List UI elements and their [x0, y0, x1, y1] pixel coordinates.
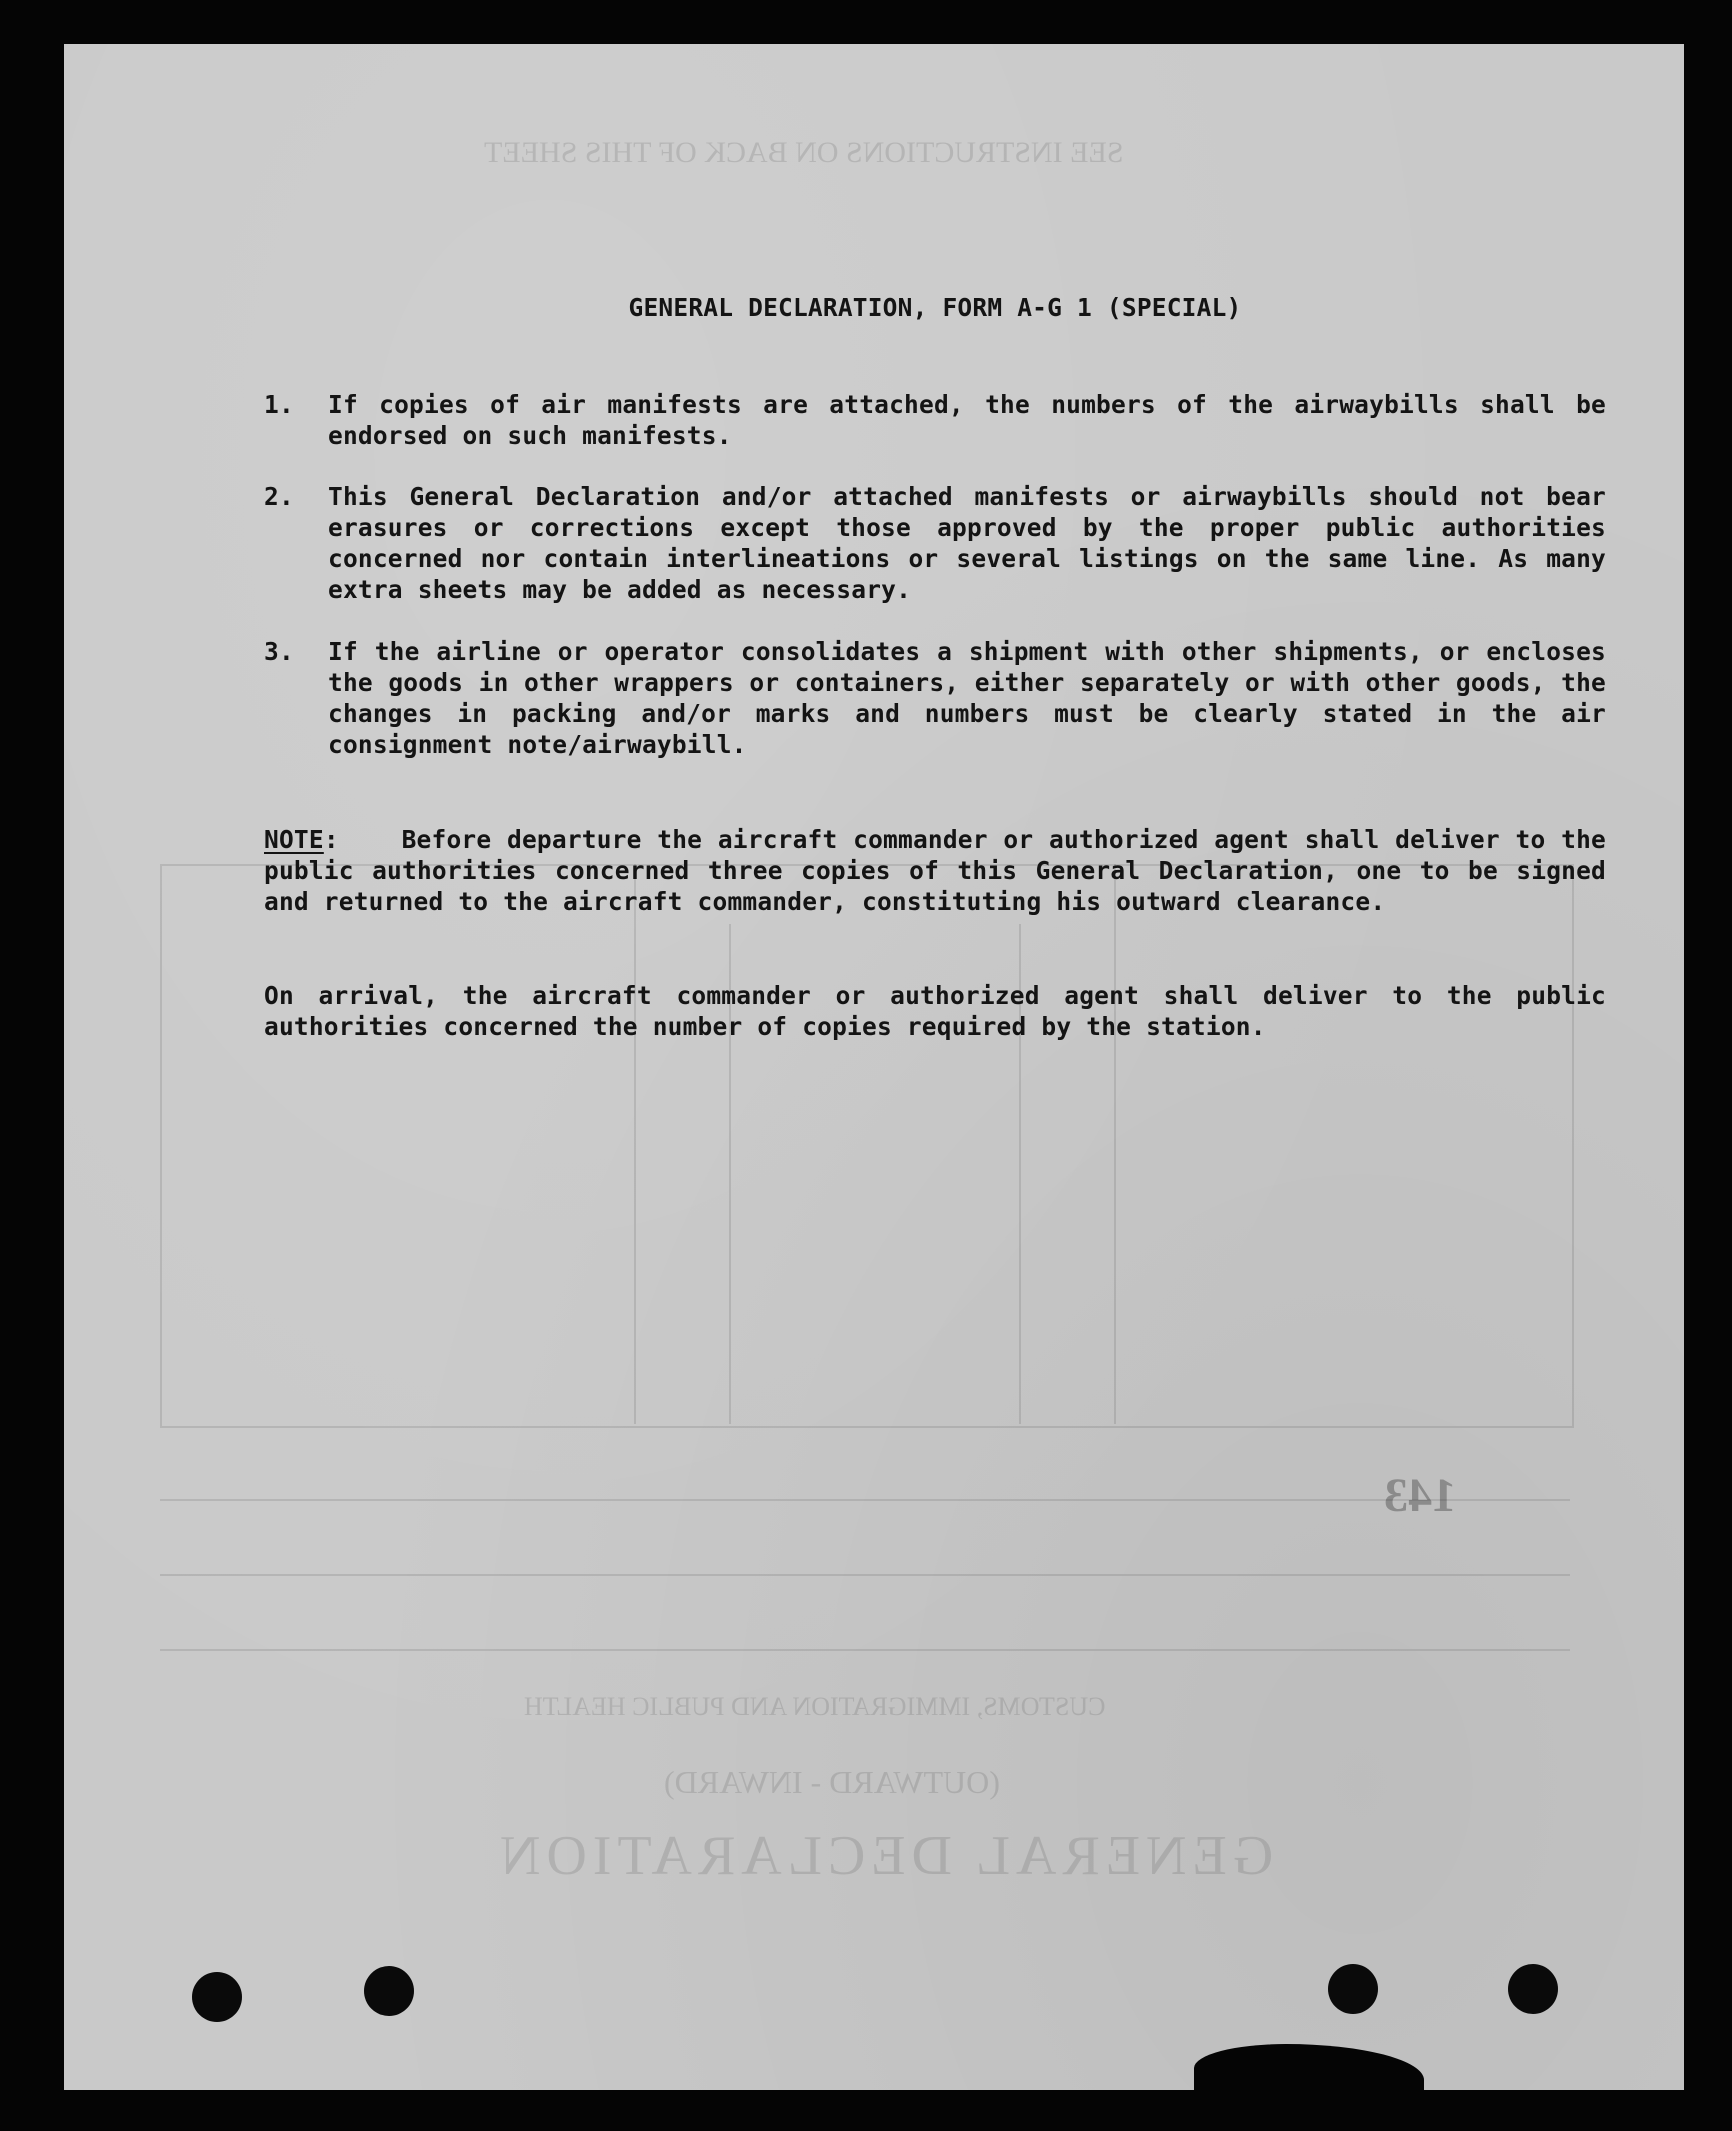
arrival-paragraph: On arrival, the aircraft commander or authorized agent shall deliver to the public authorities concerned the number of copies required by the station. — [264, 981, 1606, 1041]
item-text: If copies of air manifests are attached, the numbers of the airwaybills shall be endorsed on such manifests. — [328, 390, 1606, 450]
ghost-text-header: SEE INSTRUCTIONS ON BACK OF THIS SHEET — [484, 136, 1124, 169]
punch-hole-icon — [364, 1966, 414, 2016]
document-page — [64, 44, 1684, 2090]
item-text: If the airline or operator consolidates a shipment with other shipments, or encloses the goods in other wrappers or containers, either separately or with other goods, the changes in packing and/or marks and numbers must be clearly stated in the air consignment note/airwaybill. — [328, 637, 1606, 759]
punch-hole-icon — [1328, 1964, 1378, 2014]
ghost-rule — [1114, 864, 1116, 1424]
ghost-text-heading: GENERAL DECLARATION — [494, 1825, 1274, 1887]
ghost-rule — [634, 864, 636, 1424]
note-paragraph — [264, 824, 1606, 917]
instruction-item-2 — [264, 481, 1606, 605]
ghost-rule — [160, 1499, 1570, 1501]
note-label: NOTE — [264, 825, 324, 854]
ghost-table — [160, 864, 1574, 1428]
item-number: 2. — [264, 482, 294, 511]
ghost-rule — [160, 1649, 1570, 1651]
note-colon: : — [323, 825, 402, 854]
ghost-rule — [160, 1574, 1570, 1576]
ghost-text-subheading: (OUTWARD - INWARD) — [664, 1764, 1000, 1800]
page-number-stamp: 143 — [1384, 1469, 1456, 1522]
torn-edge — [1194, 2044, 1424, 2090]
item-text: This General Declaration and/or attached manifests or airwaybills should not bear erasures or corrections except those approved by the proper public authorities concerned nor contain interlineations or several listings on the same line. As many extra sheets may be added as necessary. — [328, 482, 1606, 604]
instruction-item-1 — [264, 389, 1606, 451]
ghost-text-agencies: CUSTOMS, IMMIGRATION AND PUBLIC HEALTH — [524, 1692, 1106, 1721]
punch-hole-icon — [1508, 1964, 1558, 2014]
note-text: Before departure the aircraft commander or authorized agent shall deliver to the public authorities concerned three copies of this General Declaration, one to be signed and returned to the aircraft commander, constituting his outward clearance. — [264, 825, 1606, 916]
instruction-item-3 — [264, 636, 1606, 760]
item-number: 3. — [264, 637, 294, 666]
document-title: GENERAL DECLARATION, FORM A-G 1 (SPECIAL) — [628, 293, 1242, 322]
punch-hole-icon — [192, 1972, 242, 2022]
item-number: 1. — [264, 390, 294, 419]
